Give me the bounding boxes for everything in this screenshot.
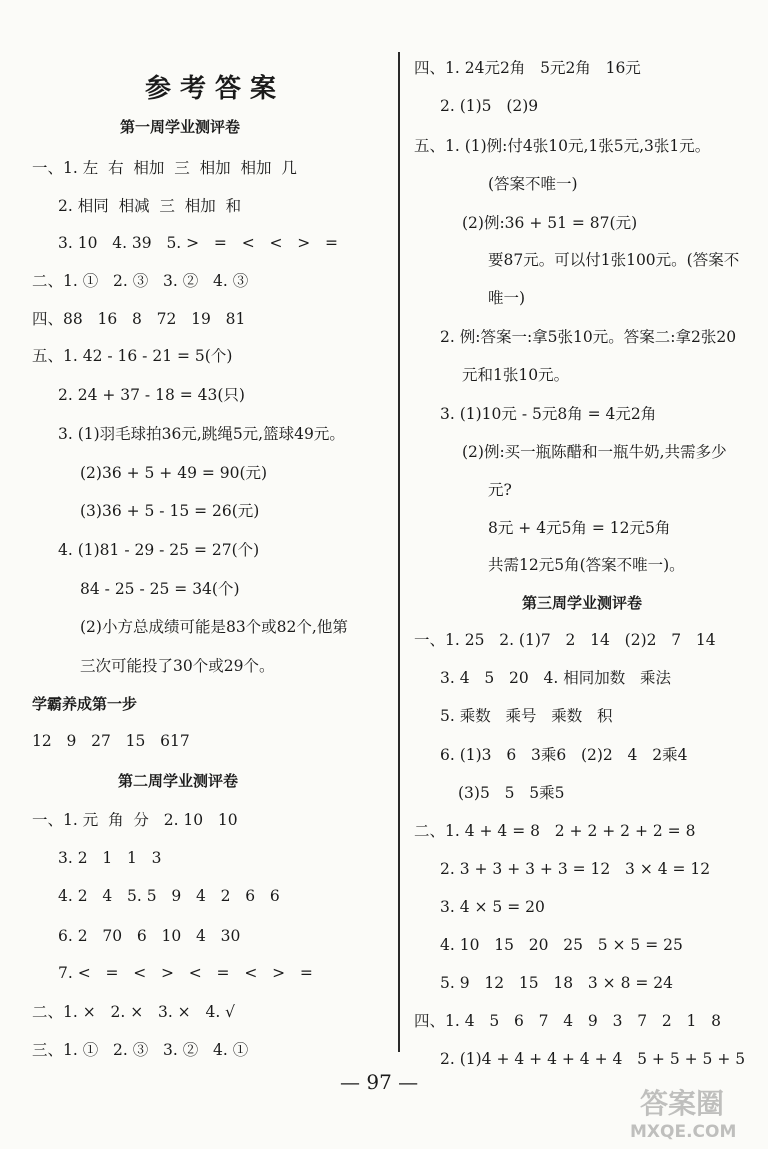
answer-line: 三、1. ① 2. ③ 3. ② 4. ①: [32, 1041, 249, 1059]
answer-line: 2. 相同 相减 三 相加 和: [58, 197, 242, 215]
answer-line: 要87元。可以付1张100元。(答案不: [488, 251, 740, 269]
answer-line: 3. 4 5 20 4. 相同加数 乘法: [440, 669, 672, 687]
answer-line: (3)5 5 5乘5: [458, 784, 565, 802]
week1-heading: 第一周学业测评卷: [120, 118, 241, 136]
answer-line: 2. 24 + 37 - 18 = 43(只): [58, 386, 245, 404]
answer-line: 二、1. 4 + 4 = 8 2 + 2 + 2 + 2 = 8: [414, 822, 696, 840]
answer-line: 二、1. × 2. × 3. × 4. √: [32, 1003, 236, 1021]
watermark-bottom-text: MXQE.COM: [630, 1122, 737, 1142]
answer-line: 7. < = < > < = < > =: [58, 964, 313, 982]
answer-line: 四、1. 4 5 6 7 4 9 3 7 2 1 8: [414, 1012, 722, 1030]
answer-line: 3. 2 1 1 3: [58, 849, 162, 867]
answer-line: (2)36 + 5 + 49 = 90(元): [80, 464, 268, 482]
answer-line: 元和1张10元。: [462, 366, 570, 384]
column-divider: [398, 52, 400, 1052]
answer-line: 3. 4 × 5 = 20: [440, 898, 545, 916]
answer-line: 二、1. ① 2. ③ 3. ② 4. ③: [32, 272, 249, 290]
answer-line: 84 - 25 - 25 = 34(个): [80, 580, 240, 598]
answer-line: 四、88 16 8 72 19 81: [32, 310, 246, 328]
watermark-top-text: 答案圈: [640, 1087, 725, 1120]
answer-line: 三次可能投了30个或29个。: [80, 657, 275, 675]
page-number: — 97 —: [340, 1070, 419, 1094]
answer-line: 8元 + 4元5角 = 12元5角: [488, 519, 671, 537]
answer-line: 3. (1)羽毛球拍36元,跳绳5元,篮球49元。: [58, 425, 345, 443]
answer-line: 2. 例:答案一:拿5张10元。答案二:拿2张20: [440, 328, 737, 346]
answer-line: 4. (1)81 - 29 - 25 = 27(个): [58, 541, 260, 559]
week3-heading: 第三周学业测评卷: [522, 594, 643, 612]
answer-line: 4. 10 15 20 25 5 × 5 = 25: [440, 936, 683, 954]
week2-heading: 第二周学业测评卷: [118, 772, 239, 790]
answer-line: (答案不唯一): [488, 175, 578, 193]
xueba-heading: 学霸养成第一步: [32, 695, 138, 713]
answer-line: 四、1. 24元2角 5元2角 16元: [414, 59, 641, 77]
answer-line: 2. 3 + 3 + 3 + 3 = 12 3 × 4 = 12: [440, 860, 711, 878]
watermark-logo: [630, 1080, 764, 1146]
answer-line: 5. 乘数 乘号 乘数 积: [440, 707, 613, 725]
answer-line: 五、1. 42 - 16 - 21 = 5(个): [32, 347, 233, 365]
answer-line: 2. (1)4 + 4 + 4 + 4 + 4 5 + 5 + 5 + 5: [440, 1050, 746, 1068]
answer-line: 一、1. 元 角 分 2. 10 10: [32, 811, 238, 829]
answer-line: 共需12元5角(答案不唯一)。: [488, 556, 685, 574]
xueba-answer: 12 9 27 15 617: [32, 732, 190, 750]
answer-line: 6. (1)3 6 3乘6 (2)2 4 2乘4: [440, 746, 688, 764]
answer-line: (2)例:36 + 51 = 87(元): [462, 214, 638, 232]
answer-line: 3. (1)10元 - 5元8角 = 4元2角: [440, 405, 657, 423]
answer-line: 4. 2 4 5. 5 9 4 2 6 6: [58, 887, 280, 905]
answer-line: 3. 10 4. 39 5. > = < < > =: [58, 234, 338, 252]
answer-line: 唯一): [488, 289, 526, 307]
answer-line: 5. 9 12 15 18 3 × 8 = 24: [440, 974, 673, 992]
answer-line: (2)例:买一瓶陈醋和一瓶牛奶,共需多少: [462, 443, 727, 461]
answer-line: 五、1. (1)例:付4张10元,1张5元,3张1元。: [414, 137, 711, 155]
answer-line: 2. (1)5 (2)9: [440, 97, 539, 115]
answer-line: (3)36 + 5 - 15 = 26(元): [80, 502, 260, 520]
answer-line: 6. 2 70 6 10 4 30: [58, 927, 241, 945]
answer-line: 一、1. 25 2. (1)7 2 14 (2)2 7 14: [414, 631, 716, 649]
answer-line: 一、1. 左 右 相加 三 相加 相加 几: [32, 159, 297, 177]
answer-line: 元?: [488, 481, 512, 499]
page-title: 参考答案: [145, 74, 286, 104]
answer-line: (2)小方总成绩可能是83个或82个,他第: [80, 618, 348, 636]
